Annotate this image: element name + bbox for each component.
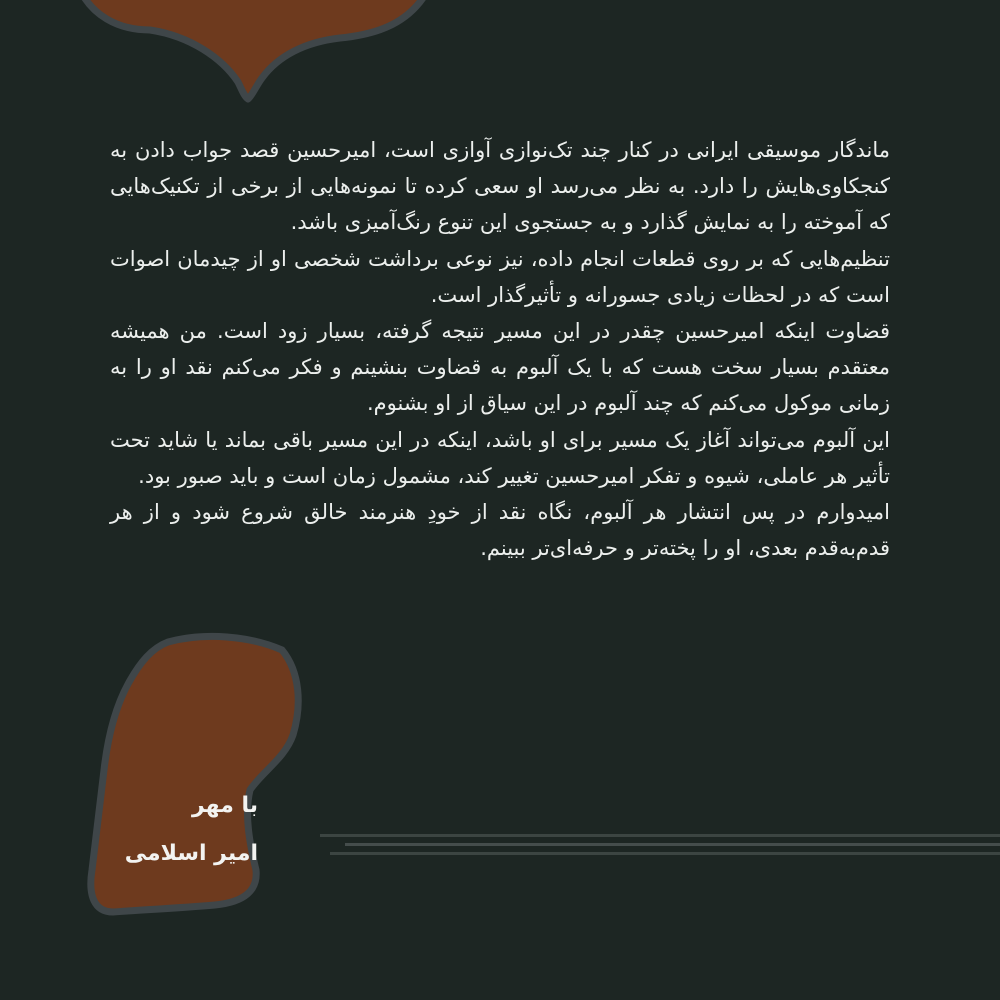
article-paragraph: تنظیم‌هایی که بر روی قطعات انجام داده، نیز نوعی برداشت شخصی او از چیدمان اصوات است که در لحظات زیادی جسورانه و تأثیرگذار است. [110,246,890,307]
signature-block [125,782,258,878]
decorative-line [330,852,1000,855]
article-body [110,132,890,566]
top-ornament-shape [80,0,428,99]
article-paragraph: قضاوت اینکه امیرحسین چقدر در این مسیر نتیجه گرفته، بسیار زود است. من همیشه معتقدم بسیار سخت هست که با یک آلبوم به قضاوت بنشینم و فکر می‌کنم نقد او را به زمانی موکول می‌کنم که چند آلبوم در این سیاق از او بشنوم. [110,319,890,416]
article-paragraph: این آلبوم می‌تواند آغاز یک مسیر برای او باشد، اینکه در این مسیر باقی بماند یا شاید تحت تأثیر هر عاملی، شیوه و تفکر امیرحسین تغییر کند، مشمول زمان است و باید صبور بود. [110,427,890,488]
decorative-line [345,843,1000,846]
signature-author: امیر اسلامی [124,841,258,866]
decorative-lines [320,834,1000,855]
decorative-line [320,834,1000,837]
signature-closing: با مهر [191,793,258,818]
article-paragraph: ماندگار موسیقی ایرانی در کنار چند تک‌نوازی آوازی است، امیرحسین قصد جواب دادن به کنجکاوی‌هایش را دارد. به نظر می‌رسد او سعی کرده تا نمونه‌هایی از برخی از تکنیک‌هایی که آموخته را به نمایش گذارد و به جستجوی این تنوع رنگ‌آمیزی باشد. [110,138,890,235]
article-paragraph: امیدوارم در پس انتشار هر آلبوم، نگاه نقد از خودِ هنرمند خالق شروع شود و از هر قدم‌به‌قدم بعدی، او را پخته‌تر و حرفه‌ای‌تر ببینم. [110,500,890,561]
